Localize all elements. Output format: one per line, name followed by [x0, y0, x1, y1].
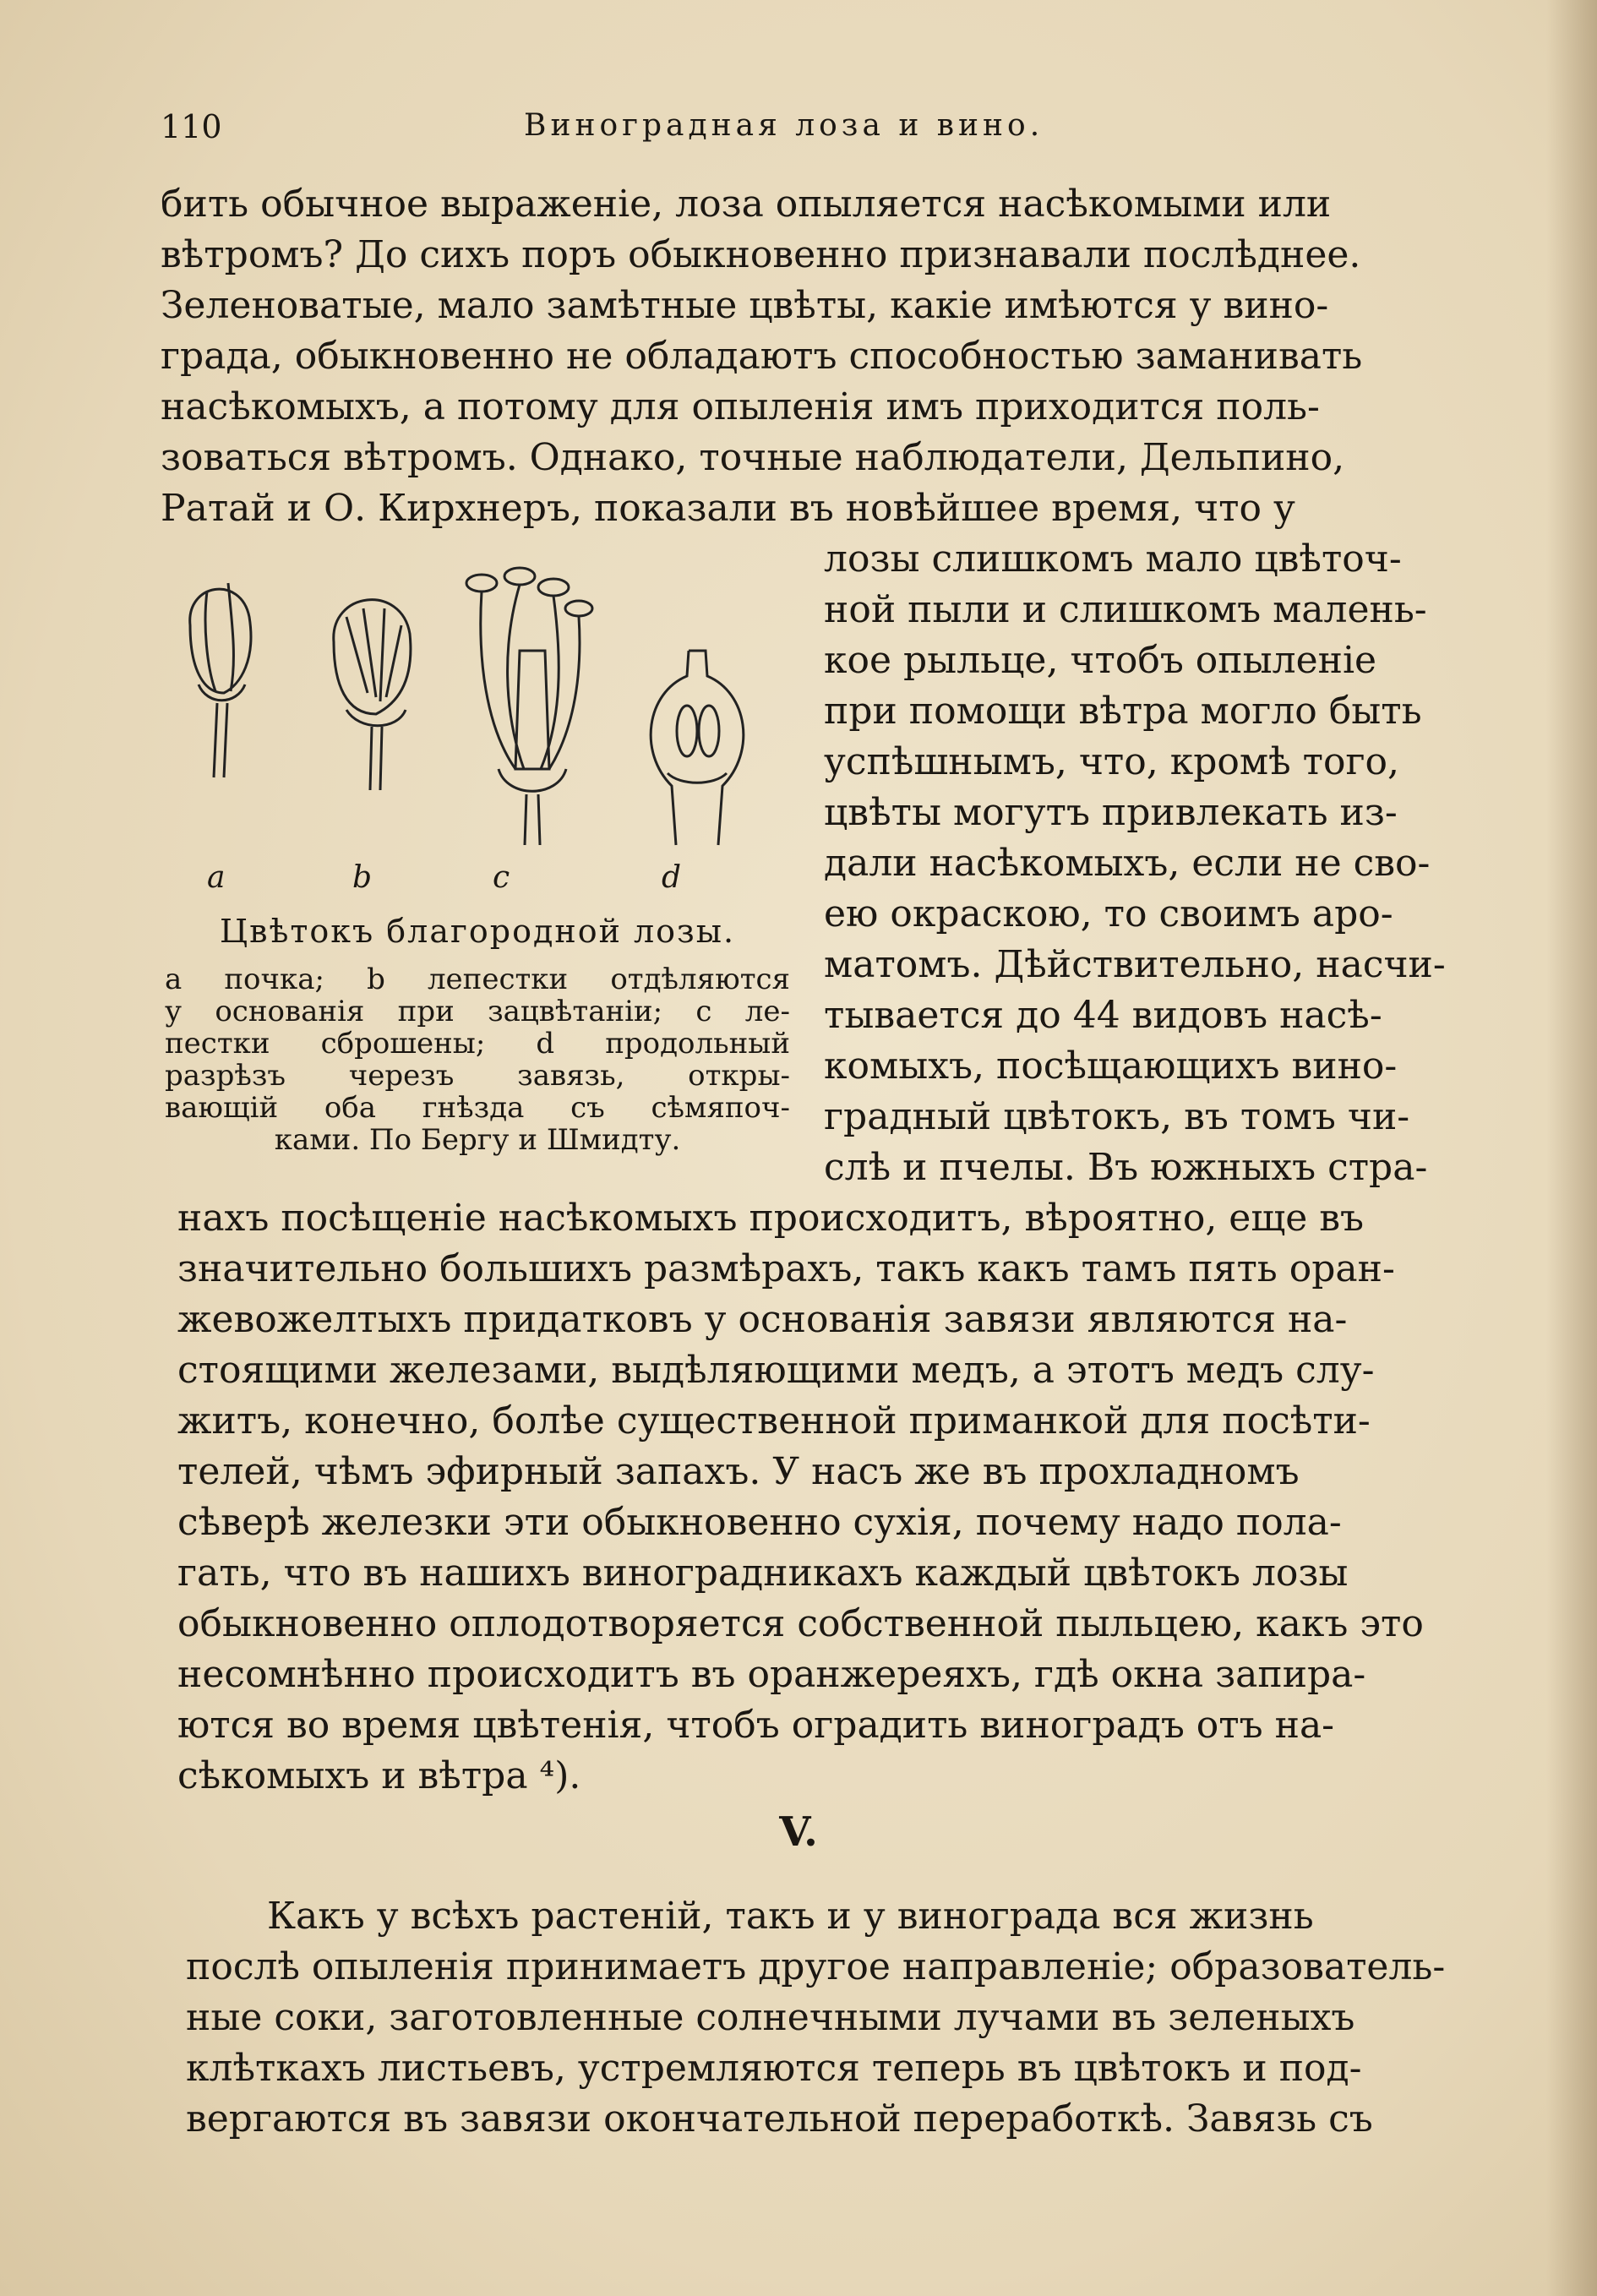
- open-flower-drawing: [466, 568, 592, 845]
- paragraph-3: [186, 1891, 1504, 2145]
- page-number: 110: [161, 108, 222, 145]
- text-line: лозы слишкомъ мало цвѣточ-: [824, 537, 1402, 581]
- caption-line: пестки сброшены; d продольный: [165, 1027, 790, 1061]
- text-line: града, обыкновенно не обладаютъ способностью заманивать: [161, 335, 1363, 378]
- text-line: слѣ и пчелы. Въ южныхъ стра-: [824, 1146, 1428, 1189]
- text-line: ею окраскою, то своимъ аро-: [824, 892, 1393, 935]
- text-line: Зеленоватые, мало замѣтные цвѣты, какіе имѣются у вино-: [161, 284, 1329, 327]
- text-line: вергаются въ завязи окончательной переработкѣ. Завязь съ: [186, 2097, 1373, 2141]
- text-line: значительно большихъ размѣрахъ, такъ какъ тамъ пять оран-: [177, 1247, 1395, 1290]
- paragraph-1: [161, 179, 1479, 534]
- text-line: зоваться вѣтромъ. Однако, точные наблюдатели, Дельпино,: [161, 436, 1345, 479]
- grape-flower-illustration: [165, 558, 790, 854]
- ovary-section-drawing: [651, 651, 744, 845]
- page-header: [161, 108, 1479, 159]
- text-line: градный цвѣтокъ, въ томъ чи-: [824, 1095, 1410, 1138]
- text-line: кое рыльце, чтобъ опыленіе: [824, 639, 1377, 682]
- text-line: матомъ. Дѣйствительно, насчи-: [824, 943, 1446, 986]
- text-line: комыхъ, посѣщающихъ вино-: [824, 1044, 1398, 1088]
- section-heading: V.: [779, 1808, 818, 1856]
- text-line: вѣтромъ? До сихъ поръ обыкновенно признавали послѣднее.: [161, 233, 1361, 276]
- text-line: сѣверѣ железки эти обыкновенно сухія, почему надо пола-: [177, 1501, 1342, 1544]
- flower-bud-drawing: [190, 583, 251, 777]
- text-line: ной пыли и слишкомъ малень-: [824, 588, 1427, 631]
- caption-line: ками. По Бергу и Шмидту.: [274, 1123, 681, 1157]
- caption-line: разрѣзъ черезъ завязь, откры-: [165, 1059, 790, 1093]
- text-line: сѣкомыхъ и вѣтра ⁴).: [177, 1754, 581, 1797]
- right-column-text: [824, 534, 1479, 1193]
- text-line: жевожелтыхъ придатковъ у основанія завязи являются на-: [177, 1298, 1348, 1341]
- text-line: насѣкомыхъ, а потому для опыленія имъ приходится поль-: [161, 385, 1320, 428]
- text-line: житъ, конечно, болѣе существенной приманкой для посѣти-: [177, 1399, 1371, 1442]
- figure-letter-d: d: [662, 860, 682, 895]
- text-line: дали насѣкомыхъ, если не сво-: [824, 842, 1431, 885]
- text-line: при помощи вѣтра могло быть: [824, 690, 1422, 733]
- text-line: послѣ опыленія принимаетъ другое направленіе; образователь-: [186, 1945, 1446, 1988]
- text-line: несомнѣнно происходитъ въ оранжереяхъ, гдѣ окна запира-: [177, 1653, 1366, 1696]
- running-title: Виноградная лоза и вино.: [524, 108, 1044, 143]
- text-line: телей, чѣмъ эфирный запахъ. У насъ же въ прохладномъ: [177, 1450, 1300, 1493]
- page-edge-shadow: [1546, 0, 1597, 2296]
- text-line: тывается до 44 видовъ насѣ-: [824, 994, 1382, 1037]
- text-line: обыкновенно оплодотворяется собственной пыльцею, какъ это: [177, 1602, 1424, 1645]
- flower-figure: [165, 541, 790, 1183]
- figure-caption: [165, 963, 790, 1156]
- figure-title: Цвѣтокъ благородной лозы.: [219, 913, 736, 950]
- text-line: ются во время цвѣтенія, чтобъ оградить виноградъ отъ на-: [177, 1704, 1335, 1747]
- text-line: Ратай и О. Кирхнеръ, показали въ новѣйшее время, что у: [161, 487, 1295, 530]
- text-line: успѣшнымъ, что, кромѣ того,: [824, 740, 1399, 783]
- caption-line: вающій оба гнѣзда съ сѣмяпоч-: [165, 1091, 790, 1125]
- caption-line: a почка; b лепестки отдѣляются: [165, 963, 790, 996]
- text-line: гать, что въ нашихъ виноградникахъ каждый цвѣтокъ лозы: [177, 1552, 1349, 1595]
- text-line: стоящими железами, выдѣляющими медъ, а этотъ медъ слу-: [177, 1349, 1375, 1392]
- figure-letter-b: b: [352, 860, 373, 895]
- figure-letter-a: a: [207, 860, 226, 895]
- text-line: Какъ у всѣхъ растеній, такъ и у винограда вся жизнь: [267, 1895, 1314, 1938]
- text-line: ные соки, заготовленные солнечными лучами въ зеленыхъ: [186, 1996, 1355, 2039]
- text-line: бить обычное выраженіе, лоза опыляется насѣкомыми или: [161, 183, 1332, 226]
- figure-letter-c: c: [493, 860, 510, 895]
- opening-flower-drawing: [334, 600, 411, 790]
- text-line: цвѣты могутъ привлекать из-: [824, 791, 1398, 834]
- text-line: нахъ посѣщеніе насѣкомыхъ происходитъ, вѣроятно, еще въ: [177, 1197, 1365, 1240]
- text-line: клѣткахъ листьевъ, устремляются теперь въ цвѣтокъ и под-: [186, 2047, 1362, 2090]
- caption-line: у основанія при зацвѣтаніи; c ле-: [165, 995, 790, 1028]
- paragraph-2: [177, 1193, 1496, 1802]
